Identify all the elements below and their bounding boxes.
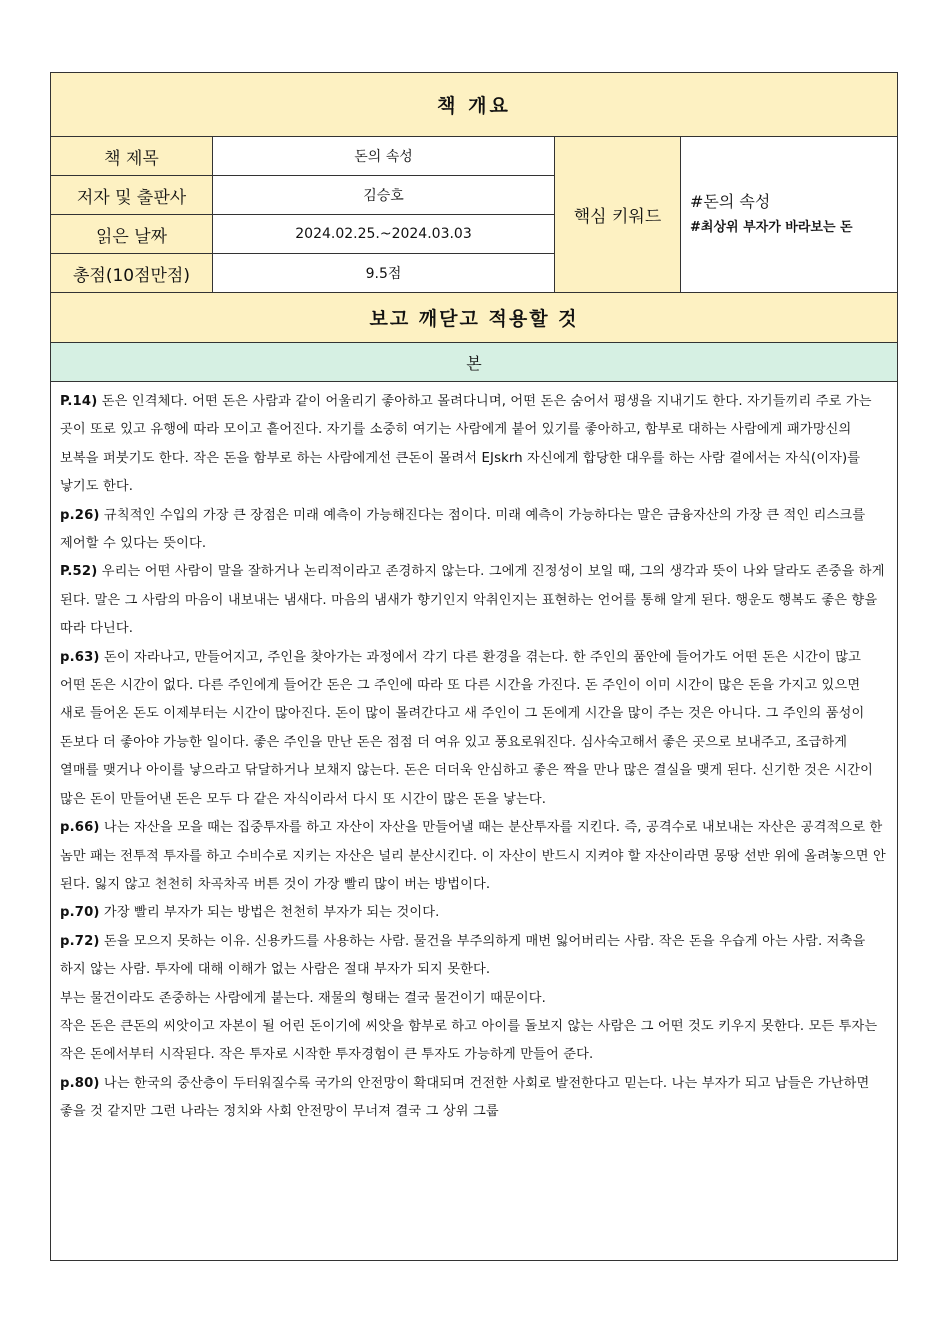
note-paragraph <box>60 558 889 643</box>
note-text: 나는 자산을 모을 때는 집중투자를 하고 자산이 자산을 만들어낼 때는 분산투자를 지킨다. 즉, 공격수로 내보내는 자산은 공격적으로 한 놈만 패는 전투적 투자를 하고 수비수로 지키는 자산은 널리 분산시킨다. 이 자산이 반드시 지켜야 할 자산이라면 몽땅 선반 위에 올려놓으면 안 된다. 잃지 않고 천천히 차곡차곡 버튼 것이 가장 빨리 많이 버는 방법이다. <box>60 820 886 892</box>
note-paragraph <box>60 1013 889 1070</box>
page-ref: P.52) <box>60 564 98 580</box>
section-title: 보고 깨닫고 적용할 것 <box>51 293 898 343</box>
read-date-value: 2024.02.25.~2024.03.03 <box>213 215 555 254</box>
title-value: 돈의 속성 <box>213 137 555 176</box>
author-value: 김승호 <box>213 176 555 215</box>
note-paragraph <box>60 388 889 502</box>
score-label: 총점(10점만점) <box>51 254 213 293</box>
page-ref: p.26) <box>60 507 100 523</box>
note-text: 돈은 인격체다. 어떤 돈은 사람과 같이 어울리기 좋아하고 몰려다니며, 어떤 돈은 숨어서 평생을 지내기도 한다. 자기들끼리 주로 가는 곳이 또로 있고 유행에 따라 모이고 흩어진다. 자기를 소중히 여기는 사람에게 붙어 있기를 좋아하고, 함부로 대하는 사람에게 패가망신의 보복을 퍼붓기도 한다. 작은 돈을 함부로 하는 사람에게선 큰돈이 몰려서 EJskrh 자신에게 합당한 대우를 하는 사람 곁에서는 자식(이자)를 낳기도 한다. <box>60 394 872 495</box>
author-label: 저자 및 출판사 <box>51 176 213 215</box>
keyword-2: #최상위 부자가 바라보는 돈 <box>690 219 853 235</box>
note-paragraph <box>60 928 889 985</box>
page-ref: p.70) <box>60 905 100 921</box>
title-label: 책 제목 <box>51 137 213 176</box>
note-text: 규칙적인 수입의 가장 큰 장점은 미래 예측이 가능해진다는 점이다. 미래 예측이 가능하다는 말은 금융자산의 가장 큰 적인 리스크를 제어할 수 있다는 뜻이다. <box>60 507 866 552</box>
keyword-cell <box>681 137 898 293</box>
note-text: 나는 한국의 중산층이 두터워질수록 국가의 안전망이 확대되며 건전한 사회로 발전한다고 믿는다. 나는 부자가 되고 남들은 가난하면 좋을 것 같지만 그런 나라는 정치와 사회 안전망이 무너져 결국 그 상위 그룹 <box>60 1075 870 1120</box>
book-summary-table <box>50 72 898 1261</box>
book-overview-title: 책 개요 <box>51 73 898 137</box>
page-ref: P.14) <box>60 394 98 409</box>
page-ref: p.63) <box>60 649 100 665</box>
read-date-label: 읽은 날짜 <box>51 215 213 254</box>
section-subtitle: 본 <box>51 343 898 382</box>
keyword-label: 핵심 키워드 <box>555 137 681 293</box>
note-paragraph <box>60 985 889 1013</box>
note-paragraph <box>60 1070 889 1127</box>
score-value: 9.5점 <box>213 254 555 293</box>
note-text: 가장 빨리 부자가 되는 방법은 천천히 부자가 되는 것이다. <box>99 905 440 921</box>
note-paragraph <box>60 899 889 927</box>
notes-body <box>51 382 898 1261</box>
note-paragraph <box>60 644 889 814</box>
note-text: 돈이 자라나고, 만들어지고, 주인을 찾아가는 과정에서 각기 다른 환경을 겪는다. 한 주인의 품안에 들어가도 어떤 돈은 시간이 많고 어떤 돈은 시간이 없다. 다른 주인에게 들어간 돈은 그 주인에 따라 또 다른 시간을 가진다. 돈 주인이 이미 시간이 많은 돈을 가지고 있으면 새로 들어온 돈도 이제부터는 시간이 많아진다. 돈이 많이 몰려간다고 새 주인이 그 돈에게 시간을 많이 주는 것은 아니다. 그 주인의 품성이 돈보다 더 좋아야 가능한 일이다. 좋은 주인을 만난 돈은 점점 더 여유 있고 풍요로워진다. 심사숙고해서 좋은 곳으로 보내주고, 조급하게 열매를 맺거나 아이를 낳으라고 닦달하거나 보채지 않는다. 돈은 더더욱 안심하고 좋은 짝을 만나 많은 결실을 맺게 된다. 신기한 것은 시간이 많은 돈이 만들어낸 돈은 모두 다 같은 자식이라서 다시 또 시간이 많은 돈을 낳는다. <box>60 649 873 807</box>
note-text: 작은 돈은 큰돈의 씨앗이고 자본이 될 어린 돈이기에 씨앗을 함부로 하고 아이를 돌보지 않는 사람은 그 어떤 것도 키우지 못한다. 모든 투자는 작은 돈에서부터 시작된다. 작은 투자로 시작한 투자경험이 큰 투자도 가능하게 만들어 준다. <box>60 1018 878 1063</box>
note-text: 우리는 어떤 사람이 말을 잘하거나 논리적이라고 존경하지 않는다. 그에게 진정성이 보일 때, 그의 생각과 뜻이 나와 달라도 존중을 하게 된다. 말은 그 사람의 마음이 내보내는 냄새다. 마음의 냄새가 향기인지 악취인지는 표현하는 언어를 통해 알게 된다. 행운도 행복도 좋은 향을 따라 다닌다. <box>60 564 885 637</box>
note-paragraph <box>60 814 889 899</box>
note-text: 돈을 모으지 못하는 이유. 신용카드를 사용하는 사람. 물건을 부주의하게 매번 잃어버리는 사람. 작은 돈을 우습게 아는 사람. 저축을 하지 않는 사람. 투자에 대해 이해가 없는 사람은 절대 부자가 되지 못한다. <box>60 933 866 978</box>
page-ref: p.66) <box>60 820 100 836</box>
note-text: 부는 물건이라도 존중하는 사람에게 붙는다. 재물의 형태는 결국 물건이기 때문이다. <box>60 990 546 1006</box>
keyword-1: #돈의 속성 <box>690 191 771 211</box>
page-ref: p.80) <box>60 1075 100 1091</box>
page-ref: p.72) <box>60 933 100 949</box>
note-paragraph <box>60 502 889 559</box>
